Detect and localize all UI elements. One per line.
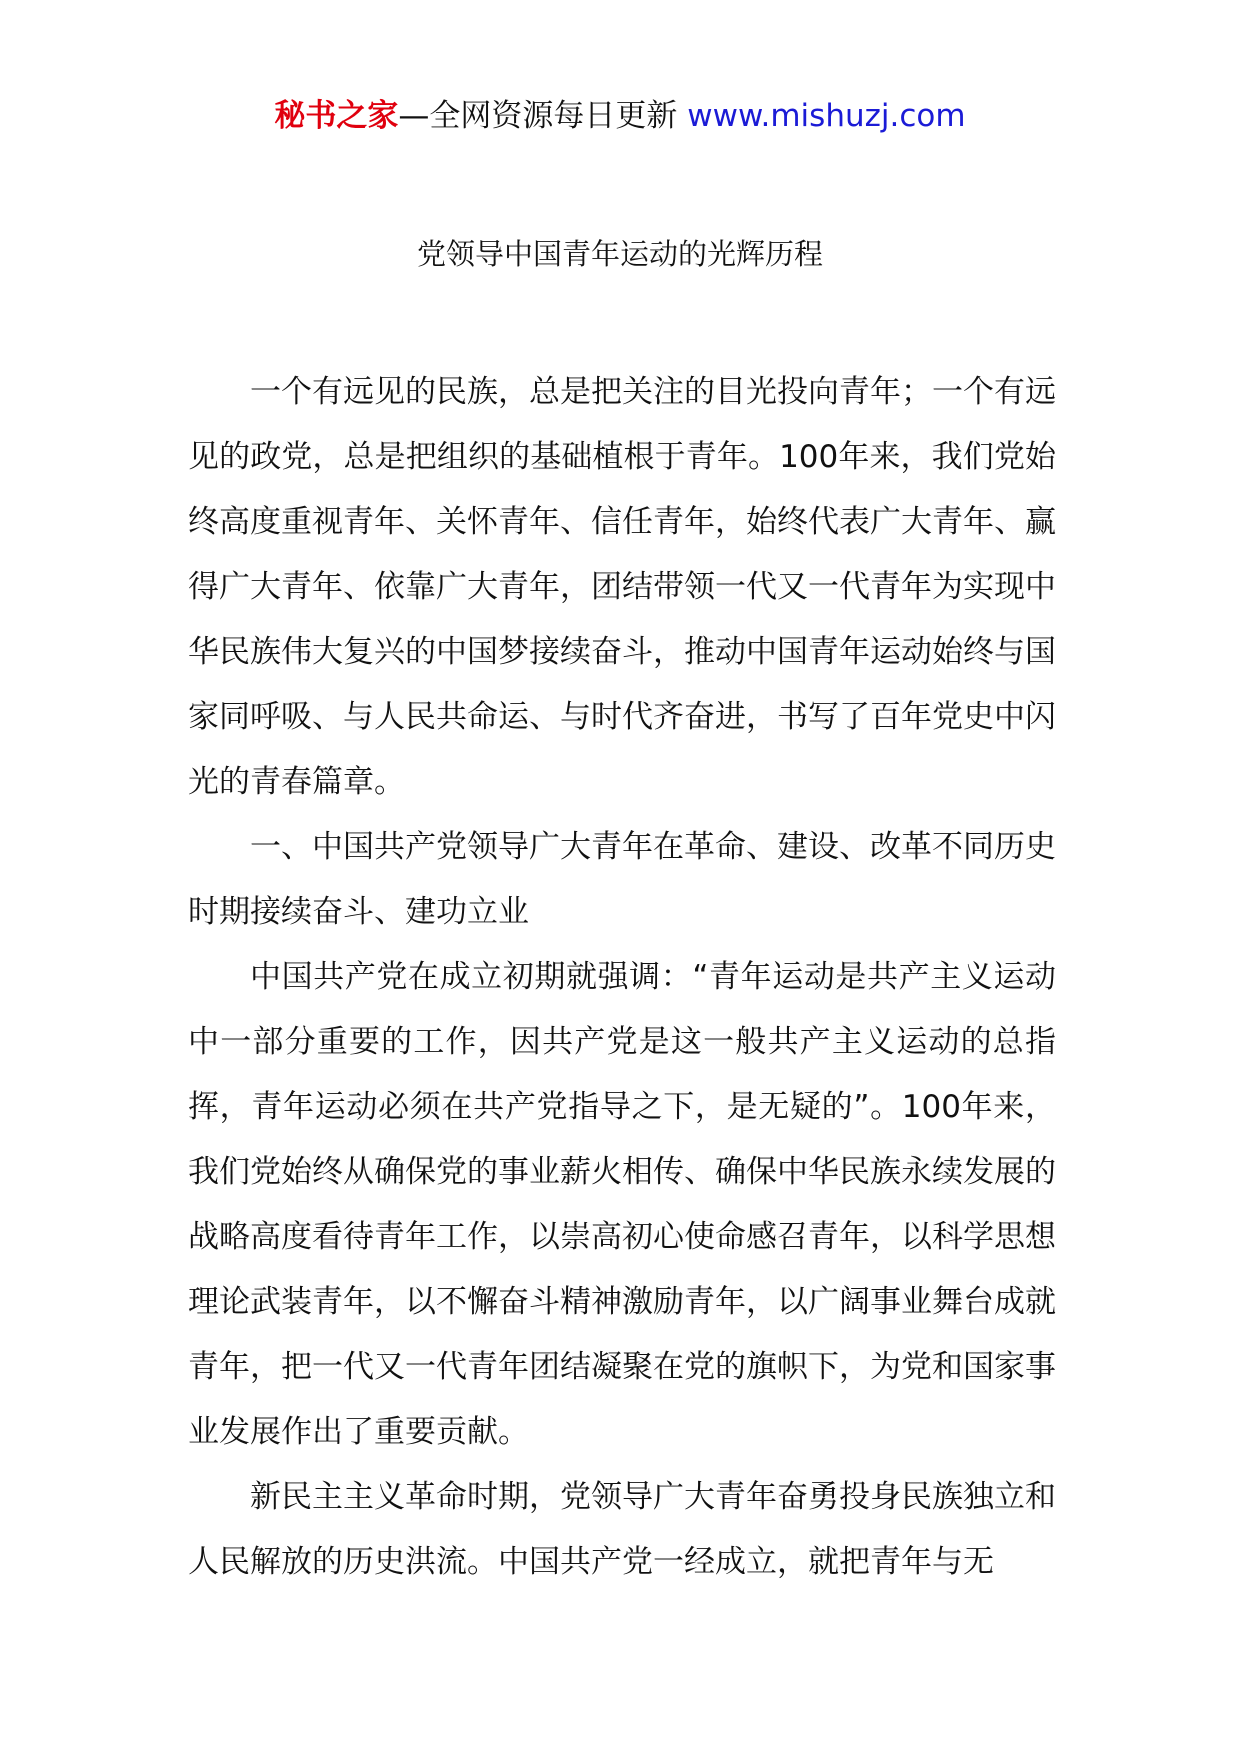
document-title: 党领导中国青年运动的光辉历程 bbox=[416, 237, 823, 271]
header-slogan: —全网资源每日更新 bbox=[398, 98, 688, 134]
brand-name: 秘书之家 bbox=[274, 98, 399, 134]
site-url-link[interactable]: www.mishuzj.com bbox=[687, 98, 966, 134]
document-body bbox=[188, 360, 1056, 1595]
paragraph-intro: 一个有远见的民族，总是把关注的目光投向青年；一个有远见的政党，总是把组织的基础植根于青年。100年来，我们党始终高度重视青年、关怀青年、信任青年，始终代表广大青年、赢得广大青年、依靠广大青年，团结带领一代又一代青年为实现中华民族伟大复兴的中国梦接续奋斗，推动中国青年运动始终与国家同呼吸、与人民共命运、与时代齐奋进，书写了百年党史中闪光的青春篇章。 bbox=[188, 374, 1056, 800]
section-heading: 一、中国共产党领导广大青年在革命、建设、改革不同历史时期接续奋斗、建功立业 bbox=[188, 829, 1056, 930]
paragraph-founding: 中国共产党在成立初期就强调：“青年运动是共产主义运动中一部分重要的工作，因共产党是这一般共产主义运动的总指挥，青年运动必须在共产党指导之下，是无疑的”。100年来，我们党始终从确保党的事业薪火相传、确保中华民族永续发展的战略高度看待青年工作，以崇高初心使命感召青年，以科学思想理论武装青年，以不懈奋斗精神激励青年，以广阔事业舞台成就青年，把一代又一代青年团结凝聚在党的旗帜下，为党和国家事业发展作出了重要贡献。 bbox=[188, 959, 1056, 1450]
paragraph-revolution: 新民主主义革命时期，党领导广大青年奋勇投身民族独立和人民解放的历史洪流。中国共产党一经成立，就把青年与无 bbox=[188, 1479, 1056, 1580]
site-header bbox=[0, 96, 1240, 136]
